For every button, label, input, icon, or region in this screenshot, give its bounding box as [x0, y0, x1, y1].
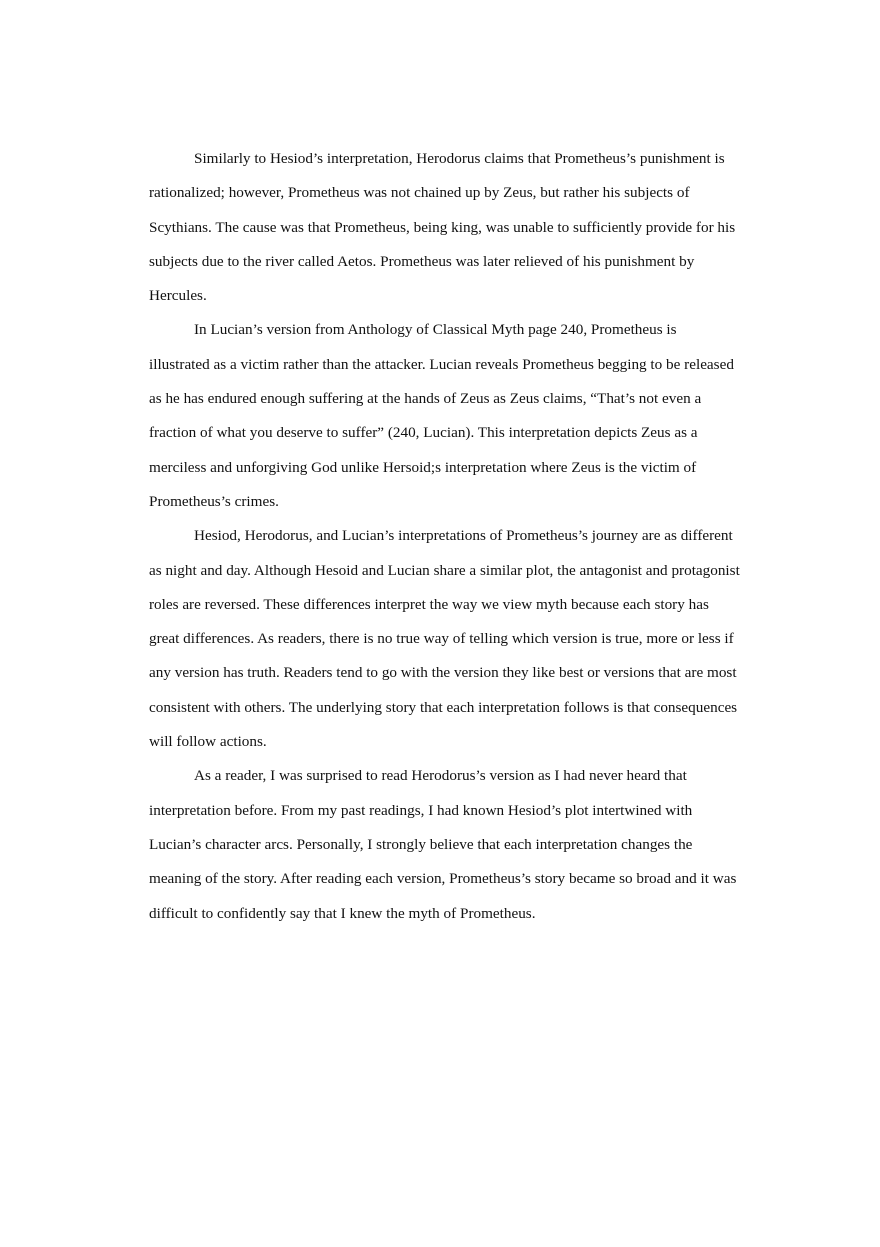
text-line: Scythians. The cause was that Prometheus, being king, was unable to sufficiently provide for his: [149, 218, 736, 236]
text-line: fraction of what you deserve to suffer” (240, Lucian). This interpretation depicts Zeus as a: [149, 424, 698, 442]
paragraph: [149, 313, 749, 519]
document-page: [149, 142, 749, 931]
text-line: Lucian’s character arcs. Personally, I strongly believe that each interpretation changes the: [149, 835, 693, 853]
text-line: as night and day. Although Hesoid and Lucian share a similar plot, the antagonist and protagonist: [149, 561, 740, 579]
text-line: Similarly to Hesiod’s interpretation, Herodorus claims that Prometheus’s punishment is: [194, 150, 725, 167]
text-line: As a reader, I was surprised to read Herodorus’s version as I had never heard that: [194, 767, 687, 785]
text-line: will follow actions.: [149, 733, 267, 751]
paragraph: [149, 519, 749, 759]
text-line: merciless and unforgiving God unlike Hersoid;s interpretation where Zeus is the victim of: [149, 458, 697, 476]
text-line: subjects due to the river called Aetos. Prometheus was later relieved of his punishment by: [149, 252, 695, 270]
text-line: great differences. As readers, there is no true way of telling which version is true, more or less if: [149, 630, 734, 648]
text-line: rationalized; however, Prometheus was not chained up by Zeus, but rather his subjects of: [149, 184, 690, 202]
text-line: roles are reversed. These differences interpret the way we view myth because each story has: [149, 595, 709, 613]
paragraph: [149, 142, 749, 313]
text-line: illustrated as a victim rather than the attacker. Lucian reveals Prometheus begging to be released: [149, 355, 734, 373]
text-line: Hesiod, Herodorus, and Lucian’s interpretations of Prometheus’s journey are as different: [194, 527, 733, 545]
text-line: Hercules.: [149, 287, 207, 305]
text-line: In Lucian’s version from Anthology of Classical Myth page 240, Prometheus is: [194, 321, 677, 339]
text-line: Prometheus’s crimes.: [149, 492, 279, 510]
text-line: difficult to confidently say that I knew the myth of Prometheus.: [149, 904, 536, 922]
paragraph: [149, 759, 749, 930]
text-line: consistent with others. The underlying story that each interpretation follows is that consequences: [149, 698, 738, 716]
text-line: meaning of the story. After reading each version, Prometheus’s story became so broad and it was: [149, 870, 737, 888]
text-line: interpretation before. From my past readings, I had known Hesiod’s plot intertwined with: [149, 801, 693, 819]
text-line: as he has endured enough suffering at the hands of Zeus as Zeus claims, “That’s not even a: [149, 390, 702, 408]
text-line: any version has truth. Readers tend to go with the version they like best or versions that are most: [149, 664, 737, 682]
